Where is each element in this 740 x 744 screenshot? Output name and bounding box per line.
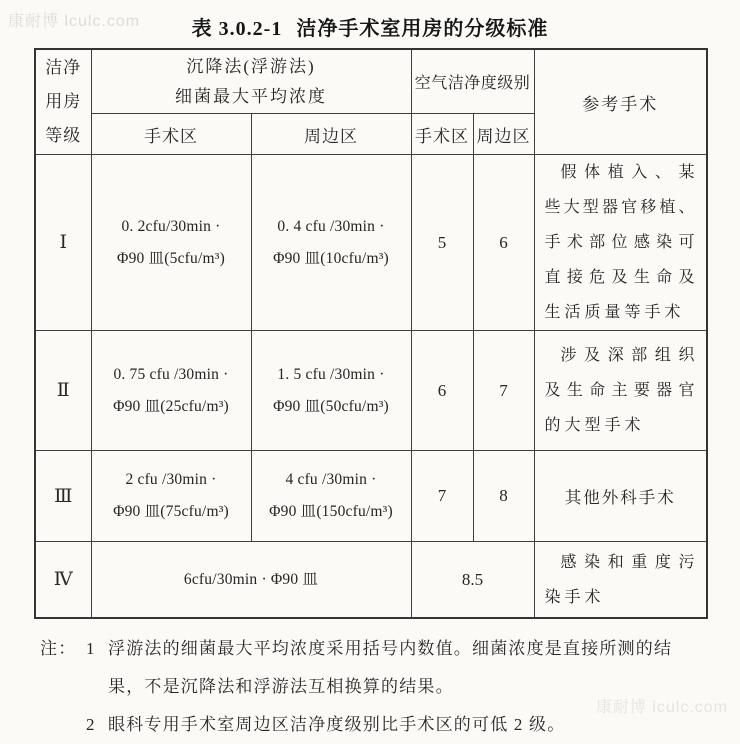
ref-line: 染手术 (544, 588, 605, 606)
ref-line: 生活质量等手术 (544, 304, 685, 321)
value-line: 0. 2cfu/30min · (121, 217, 221, 235)
surrounding-concentration-3 (251, 451, 411, 542)
value-line: Φ90 皿(25cfu/m³) (113, 397, 229, 415)
notes-section (40, 630, 708, 744)
value-line: 4 cfu /30min · (285, 471, 377, 488)
cleanliness-surgical-3: 7 (411, 451, 473, 542)
table-row-grade-4 (35, 542, 707, 619)
surrounding-concentration-2 (251, 331, 411, 451)
note-prefix: 注： (40, 639, 77, 658)
header-sedimentation-line2: 细菌最大平均浓度 (175, 86, 327, 106)
table-title-text: 洁净手术室用房的分级标准 (296, 18, 549, 40)
surgical-concentration-3 (91, 451, 251, 542)
header-grade-line2: 用房 (45, 92, 82, 111)
surgical-concentration-2 (91, 331, 251, 451)
ref-line: 假体植入、某 (560, 164, 697, 181)
note-2-line1: 眼科专用手术室周边区洁净度级别比手术区的可低 2 级。 (108, 715, 566, 734)
cleanliness-merged-4: 8.5 (411, 542, 534, 619)
value-line: 2 cfu /30min · (125, 471, 217, 488)
ref-line: 涉及深部组织 (560, 347, 697, 364)
watermark-bottom-right: 康耐博 lculc.com (595, 699, 728, 716)
ref-line: 及生命主要器官 (544, 382, 697, 399)
reference-surgery-1 (534, 155, 707, 331)
surgical-concentration-1 (91, 155, 251, 331)
value-line: 0. 4 cfu /30min · (277, 217, 385, 235)
grade-cell-1: Ⅰ (35, 155, 91, 331)
grade-cell-3: Ⅲ (35, 451, 91, 542)
value-line: Φ90 皿(150cfu/m³) (269, 503, 393, 520)
cleanliness-surrounding-3: 8 (473, 451, 534, 542)
note-1-line2: 果，不是沉降法和浮游法互相换算的结果。 (108, 677, 454, 696)
header-air-cleanliness: 空气洁净度级别 (411, 49, 534, 114)
header-sedimentation-line1: 沉降法(浮游法) (186, 56, 316, 76)
value-line: 0. 75 cfu /30min · (113, 365, 229, 383)
header-grade-line1: 洁净 (45, 58, 82, 77)
cleanliness-surrounding-2: 7 (473, 331, 534, 451)
note-1-number: 1 (86, 639, 96, 658)
watermark-top-left: 康耐博 lculc.com (8, 13, 141, 30)
header-sedimentation (91, 49, 411, 114)
ref-line: 些大型器官移植、 (544, 199, 697, 216)
table-number: 表 3.0.2-1 (191, 18, 283, 40)
header-grade (35, 49, 91, 155)
concentration-merged-4: 6cfu/30min · Φ90 皿 (91, 542, 411, 619)
cleanliness-surgical-1: 5 (411, 155, 473, 331)
value-line: Φ90 皿(5cfu/m³) (117, 249, 225, 267)
ref-line: 感染和重度污 (560, 553, 697, 571)
subheader-surrounding-zone: 周边区 (251, 114, 411, 155)
classification-table (34, 48, 708, 619)
table-row-grade-2 (35, 331, 707, 451)
value-line: Φ90 皿(50cfu/m³) (273, 397, 389, 415)
subheader-surgical-zone-clean: 手术区 (411, 114, 473, 155)
subheader-surgical-zone: 手术区 (91, 114, 251, 155)
value-line: Φ90 皿(75cfu/m³) (113, 503, 229, 520)
header-reference-surgery: 参考手术 (534, 49, 707, 155)
note-2-number: 2 (86, 715, 96, 734)
reference-surgery-4 (534, 542, 707, 619)
grade-cell-4: Ⅳ (35, 542, 91, 619)
ref-line: 的大型手术 (544, 417, 645, 434)
note-1-line1: 浮游法的细菌最大平均浓度采用括号内数值。细菌浓度是直接所测的结 (108, 639, 673, 658)
table-row-grade-3 (35, 451, 707, 542)
value-line: Φ90 皿(10cfu/m³) (273, 249, 389, 267)
reference-surgery-2 (534, 331, 707, 451)
subheader-surrounding-zone-clean: 周边区 (473, 114, 534, 155)
cleanliness-surgical-2: 6 (411, 331, 473, 451)
page-title (0, 12, 740, 41)
reference-surgery-3: 其他外科手术 (534, 451, 707, 542)
ref-line: 手术部位感染可 (544, 234, 697, 251)
header-grade-line3: 等级 (45, 126, 82, 145)
ref-line: 直接危及生命及 (544, 269, 697, 286)
surrounding-concentration-1 (251, 155, 411, 331)
grade-cell-2: Ⅱ (35, 331, 91, 451)
cleanliness-surrounding-1: 6 (473, 155, 534, 331)
table-row-grade-1 (35, 155, 707, 331)
value-line: 1. 5 cfu /30min · (277, 365, 385, 383)
